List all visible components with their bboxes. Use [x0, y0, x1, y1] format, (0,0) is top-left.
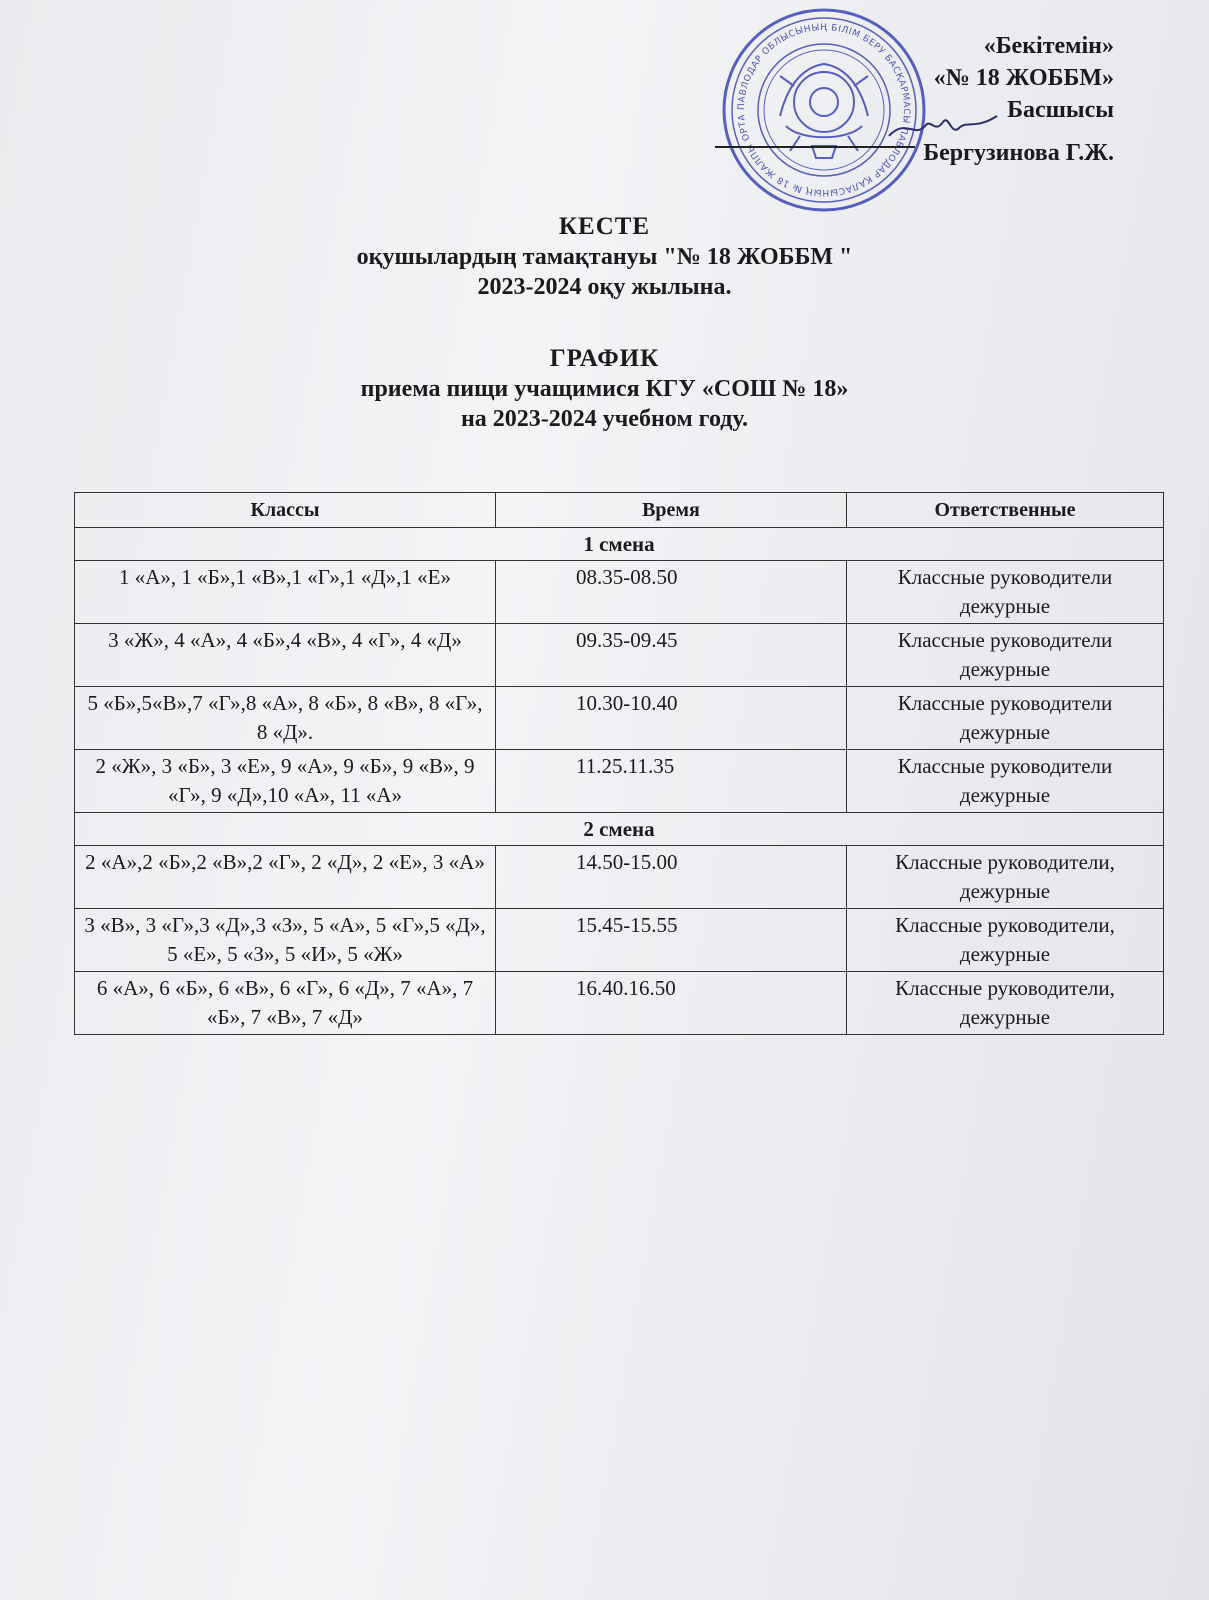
header-classes: Классы: [75, 493, 496, 528]
title-ru: [0, 344, 1209, 434]
title-ru-line2: приема пищи учащимися КГУ «СОШ № 18»: [360, 376, 849, 402]
signature-line: [715, 126, 915, 148]
cell-responsible: Классные руководители дежурные: [847, 561, 1164, 624]
cell-classes: 6 «А», 6 «Б», 6 «В», 6 «Г», 6 «Д», 7 «А», 7 «Б», 7 «В», 7 «Д»: [75, 972, 496, 1035]
cell-classes: 3 «В», 3 «Г»,3 «Д»,3 «З», 5 «А», 5 «Г»,5 «Д», 5 «Е», 5 «З», 5 «И», 5 «Ж»: [75, 909, 496, 972]
shift-row: [75, 528, 1164, 561]
shift-label: 2 смена: [75, 813, 1164, 846]
cell-classes: 5 «Б»,5«В»,7 «Г»,8 «А», 8 «Б», 8 «В», 8 «Г», 8 «Д».: [75, 687, 496, 750]
cell-classes: 3 «Ж», 4 «А», 4 «Б»,4 «В», 4 «Г», 4 «Д»: [75, 624, 496, 687]
shift-row: [75, 813, 1164, 846]
title-ru-heading: ГРАФИК: [549, 345, 660, 372]
cell-responsible: Классные руководители, дежурные: [847, 972, 1164, 1035]
cell-responsible: Классные руководители, дежурные: [847, 909, 1164, 972]
table-row: [75, 909, 1164, 972]
approval-position: Басшысы: [1007, 97, 1114, 123]
cell-classes: 2 «А»,2 «Б»,2 «В»,2 «Г», 2 «Д», 2 «Е», 3 «А»: [75, 846, 496, 909]
cell-time: 10.30-10.40: [496, 687, 847, 750]
approval-school: «№ 18 ЖОББМ»: [933, 65, 1114, 91]
signature-icon: [885, 108, 1005, 142]
approval-signer-name: Бергузинова Г.Ж.: [923, 140, 1114, 166]
svg-text:ПАВЛОДАР ОБЛЫСЫНЫҢ БІЛІМ БЕРУ: ПАВЛОДАР ОБЛЫСЫНЫҢ БІЛІМ БЕРУ БАСҚАРМАСЫ ПАВЛОДАР ҚАЛАСЫНЫҢ № 18 ЖАЛПЫ ОРТА: [736, 22, 912, 198]
cell-classes: 2 «Ж», 3 «Б», 3 «Е», 9 «А», 9 «Б», 9 «В», 9 «Г», 9 «Д»,10 «А», 11 «А»: [75, 750, 496, 813]
cell-time: 14.50-15.00: [496, 846, 847, 909]
cell-time: 09.35-09.45: [496, 624, 847, 687]
table-row: [75, 750, 1164, 813]
shift-label: 1 смена: [75, 528, 1164, 561]
approval-signer-line: [715, 126, 1114, 169]
table-row: [75, 846, 1164, 909]
title-kz-heading: КЕСТЕ: [558, 213, 651, 240]
table-row: [75, 687, 1164, 750]
title-kz-line3: 2023-2024 оқу жылына.: [477, 274, 732, 300]
cell-responsible: Классные руководители дежурные: [847, 687, 1164, 750]
cell-responsible: Классные руководители, дежурные: [847, 846, 1164, 909]
table-header-row: [75, 493, 1164, 528]
approval-label: «Бекітемін»: [983, 33, 1114, 59]
cell-time: 15.45-15.55: [496, 909, 847, 972]
cell-responsible: Классные руководители дежурные: [847, 750, 1164, 813]
cell-time: 08.35-08.50: [496, 561, 847, 624]
cell-classes: 1 «А», 1 «Б»,1 «В»,1 «Г»,1 «Д»,1 «Е»: [75, 561, 496, 624]
cell-time: 11.25.11.35: [496, 750, 847, 813]
approval-block: [715, 30, 1114, 169]
schedule-table: [74, 492, 1164, 1035]
table-row: [75, 624, 1164, 687]
header-responsible: Ответственные: [847, 493, 1164, 528]
cell-time: 16.40.16.50: [496, 972, 847, 1035]
cell-responsible: Классные руководители дежурные: [847, 624, 1164, 687]
title-ru-line3: на 2023-2024 учебном году.: [460, 406, 749, 432]
title-kz-line2: оқушылардың тамақтануы "№ 18 ЖОББМ ": [356, 244, 853, 270]
title-kz: [0, 212, 1209, 302]
table-row: [75, 972, 1164, 1035]
table-row: [75, 561, 1164, 624]
header-time: Время: [496, 493, 847, 528]
